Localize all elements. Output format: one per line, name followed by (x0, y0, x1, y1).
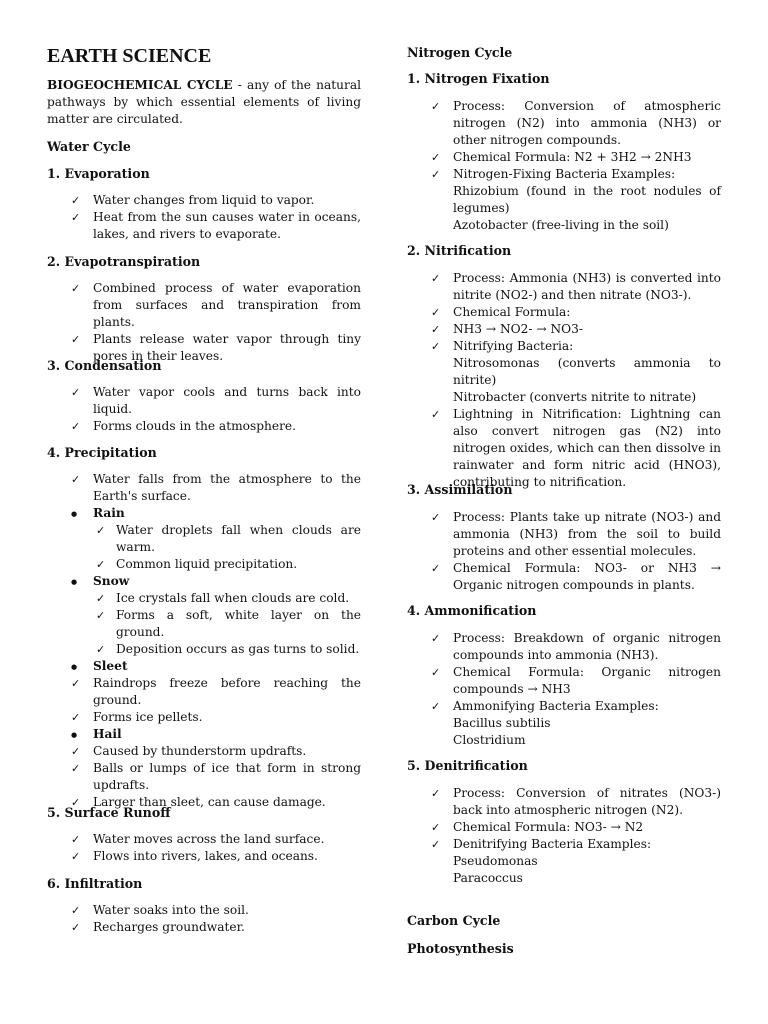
list-item: ✓ Process: Breakdown of organic nitrogen compounds into ammonia (NH3). (453, 630, 721, 664)
definition-text: - any of the natural pathways by which essential elements of living matter are circulated. (47, 78, 361, 126)
list-item: ✓ Forms a soft, white layer on the ground. (116, 607, 361, 641)
list-item: ✓ Water soaks into the soil. (93, 902, 361, 919)
bacteria-name: Clostridium (453, 733, 526, 747)
evapotranspiration-heading: 2. Evapotranspiration (47, 254, 201, 269)
list-item: ✓ Combined process of water evaporation from surfaces and transpiration from plants. (93, 280, 361, 331)
hail-label: Hail (93, 727, 122, 741)
list-item (453, 698, 721, 749)
bacteria-name: Nitrobacter (converts nitrite to nitrate) (453, 390, 697, 404)
list-item: ✓ Process: Plants take up nitrate (NO3-) and ammonia (NH3) from the soil to build proteins and other essential molecules. (453, 509, 721, 560)
bacteria-label: Ammonifying Bacteria Examples: (453, 699, 659, 713)
bacteria-name: Pseudomonas (453, 854, 538, 868)
list-item (453, 836, 721, 887)
list-item: ✓ Process: Ammonia (NH3) is converted into nitrite (NO2-) and then nitrate (NO3-). (453, 270, 721, 304)
list-item: ✓ Common liquid precipitation. (116, 556, 361, 573)
list-item: ✓ Water vapor cools and turns back into liquid. (93, 384, 361, 418)
rain-item (93, 505, 361, 573)
list-item: ✓ Balls or lumps of ice that form in strong updrafts. (93, 760, 361, 794)
list-item: ✓ Ice crystals fall when clouds are cold. (116, 590, 361, 607)
denitrification-list (453, 785, 721, 887)
nitrification-list (453, 270, 721, 491)
list-item: ✓ Recharges groundwater. (93, 919, 361, 936)
list-item: ✓ Process: Conversion of nitrates (NO3-) back into atmospheric nitrogen (N2). (453, 785, 721, 819)
evapotranspiration-list (93, 280, 361, 365)
denitrification-heading: 5. Denitrification (407, 758, 528, 773)
list-item: ✓ Process: Conversion of atmospheric nitrogen (N2) into ammonia (NH3) or other nitrogen compounds. (453, 98, 721, 149)
ammonification-heading: 4. Ammonification (407, 603, 537, 618)
bacteria-name: Paracoccus (453, 871, 523, 885)
hail-item (93, 726, 361, 743)
list-item: ✓ Lightning in Nitrification: Lightning can also convert nitrogen gas (N2) into nitrogen oxides, which can then dissolve in rainwater and form nitric acid (HNO3), contributing to nitrification. (453, 406, 721, 491)
list-item: ✓ Plants release water vapor through tiny pores in their leaves. (93, 331, 361, 365)
list-item: ✓ Water falls from the atmosphere to the Earth's surface. (93, 471, 361, 505)
bacteria-name: Azotobacter (free-living in the soil) (453, 218, 669, 232)
page-title: EARTH SCIENCE (47, 45, 212, 67)
surface-runoff-list (93, 831, 361, 865)
condensation-list (93, 384, 361, 435)
list-item: ✓ Chemical Formula: NO3- or NH3 → Organic nitrogen compounds in plants. (453, 560, 721, 594)
surface-runoff-heading: 5. Surface Runoff (47, 805, 171, 820)
bacteria-name: Rhizobium (found in the root nodules of legumes) (453, 184, 721, 215)
nitrogen-cycle-heading: Nitrogen Cycle (407, 45, 513, 60)
list-item: ✓ Water droplets fall when clouds are warm. (116, 522, 361, 556)
list-item: ✓ Deposition occurs as gas turns to solid. (116, 641, 361, 658)
precipitation-heading: 4. Precipitation (47, 445, 157, 460)
list-item: ✓ Caused by thunderstorm updrafts. (93, 743, 361, 760)
assimilation-heading: 3. Assimilation (407, 482, 513, 497)
list-item (453, 338, 721, 406)
rain-label: Rain (93, 506, 125, 520)
list-item: ✓ Water changes from liquid to vapor. (93, 192, 361, 209)
snow-item (93, 573, 361, 658)
bacteria-label: Nitrifying Bacteria: (453, 339, 574, 353)
list-item: ✓ Forms ice pellets. (93, 709, 361, 726)
nitrogen-fixation-heading: 1. Nitrogen Fixation (407, 71, 550, 86)
definition-term: BIOGEOCHEMICAL CYCLE (47, 78, 233, 92)
ammonification-list (453, 630, 721, 749)
water-cycle-heading: Water Cycle (47, 139, 131, 154)
snow-label: Snow (93, 574, 130, 588)
list-item: ✓ Chemical Formula: Organic nitrogen compounds → NH3 (453, 664, 721, 698)
evaporation-list (93, 192, 361, 243)
list-item (453, 166, 721, 234)
list-item: ✓ Water moves across the land surface. (93, 831, 361, 848)
assimilation-list (453, 509, 721, 594)
infiltration-heading: 6. Infiltration (47, 876, 143, 891)
nitrification-heading: 2. Nitrification (407, 243, 512, 258)
photosynthesis-heading: Photosynthesis (407, 941, 514, 956)
evaporation-heading: 1. Evaporation (47, 166, 150, 181)
list-item: ✓ Raindrops freeze before reaching the ground. (93, 675, 361, 709)
bacteria-name: Nitrosomonas (converts ammonia to nitrite) (453, 356, 721, 387)
bacteria-name: Bacillus subtilis (453, 716, 551, 730)
condensation-heading: 3. Condensation (47, 358, 162, 373)
list-item: ✓ Heat from the sun causes water in oceans, lakes, and rivers to evaporate. (93, 209, 361, 243)
list-item: ✓ Chemical Formula: N2 + 3H2 → 2NH3 (453, 149, 721, 166)
bacteria-label: Denitrifying Bacteria Examples: (453, 837, 652, 851)
infiltration-list (93, 902, 361, 936)
list-item: ✓ Larger than sleet, can cause damage. (93, 794, 361, 811)
list-item: ✓ NH3 → NO2- → NO3- (453, 321, 721, 338)
bacteria-label: Nitrogen-Fixing Bacteria Examples: (453, 167, 676, 181)
list-item: ✓ Chemical Formula: NO3- → N2 (453, 819, 721, 836)
precipitation-list (93, 471, 361, 811)
list-item: ✓ Chemical Formula: (453, 304, 721, 321)
sleet-label: Sleet (93, 659, 128, 673)
list-item: ✓ Flows into rivers, lakes, and oceans. (93, 848, 361, 865)
definition (47, 77, 361, 128)
sleet-item (93, 658, 361, 675)
nitrogen-fixation-list (453, 98, 721, 234)
list-item: ✓ Forms clouds in the atmosphere. (93, 418, 361, 435)
carbon-cycle-heading: Carbon Cycle (407, 913, 501, 928)
